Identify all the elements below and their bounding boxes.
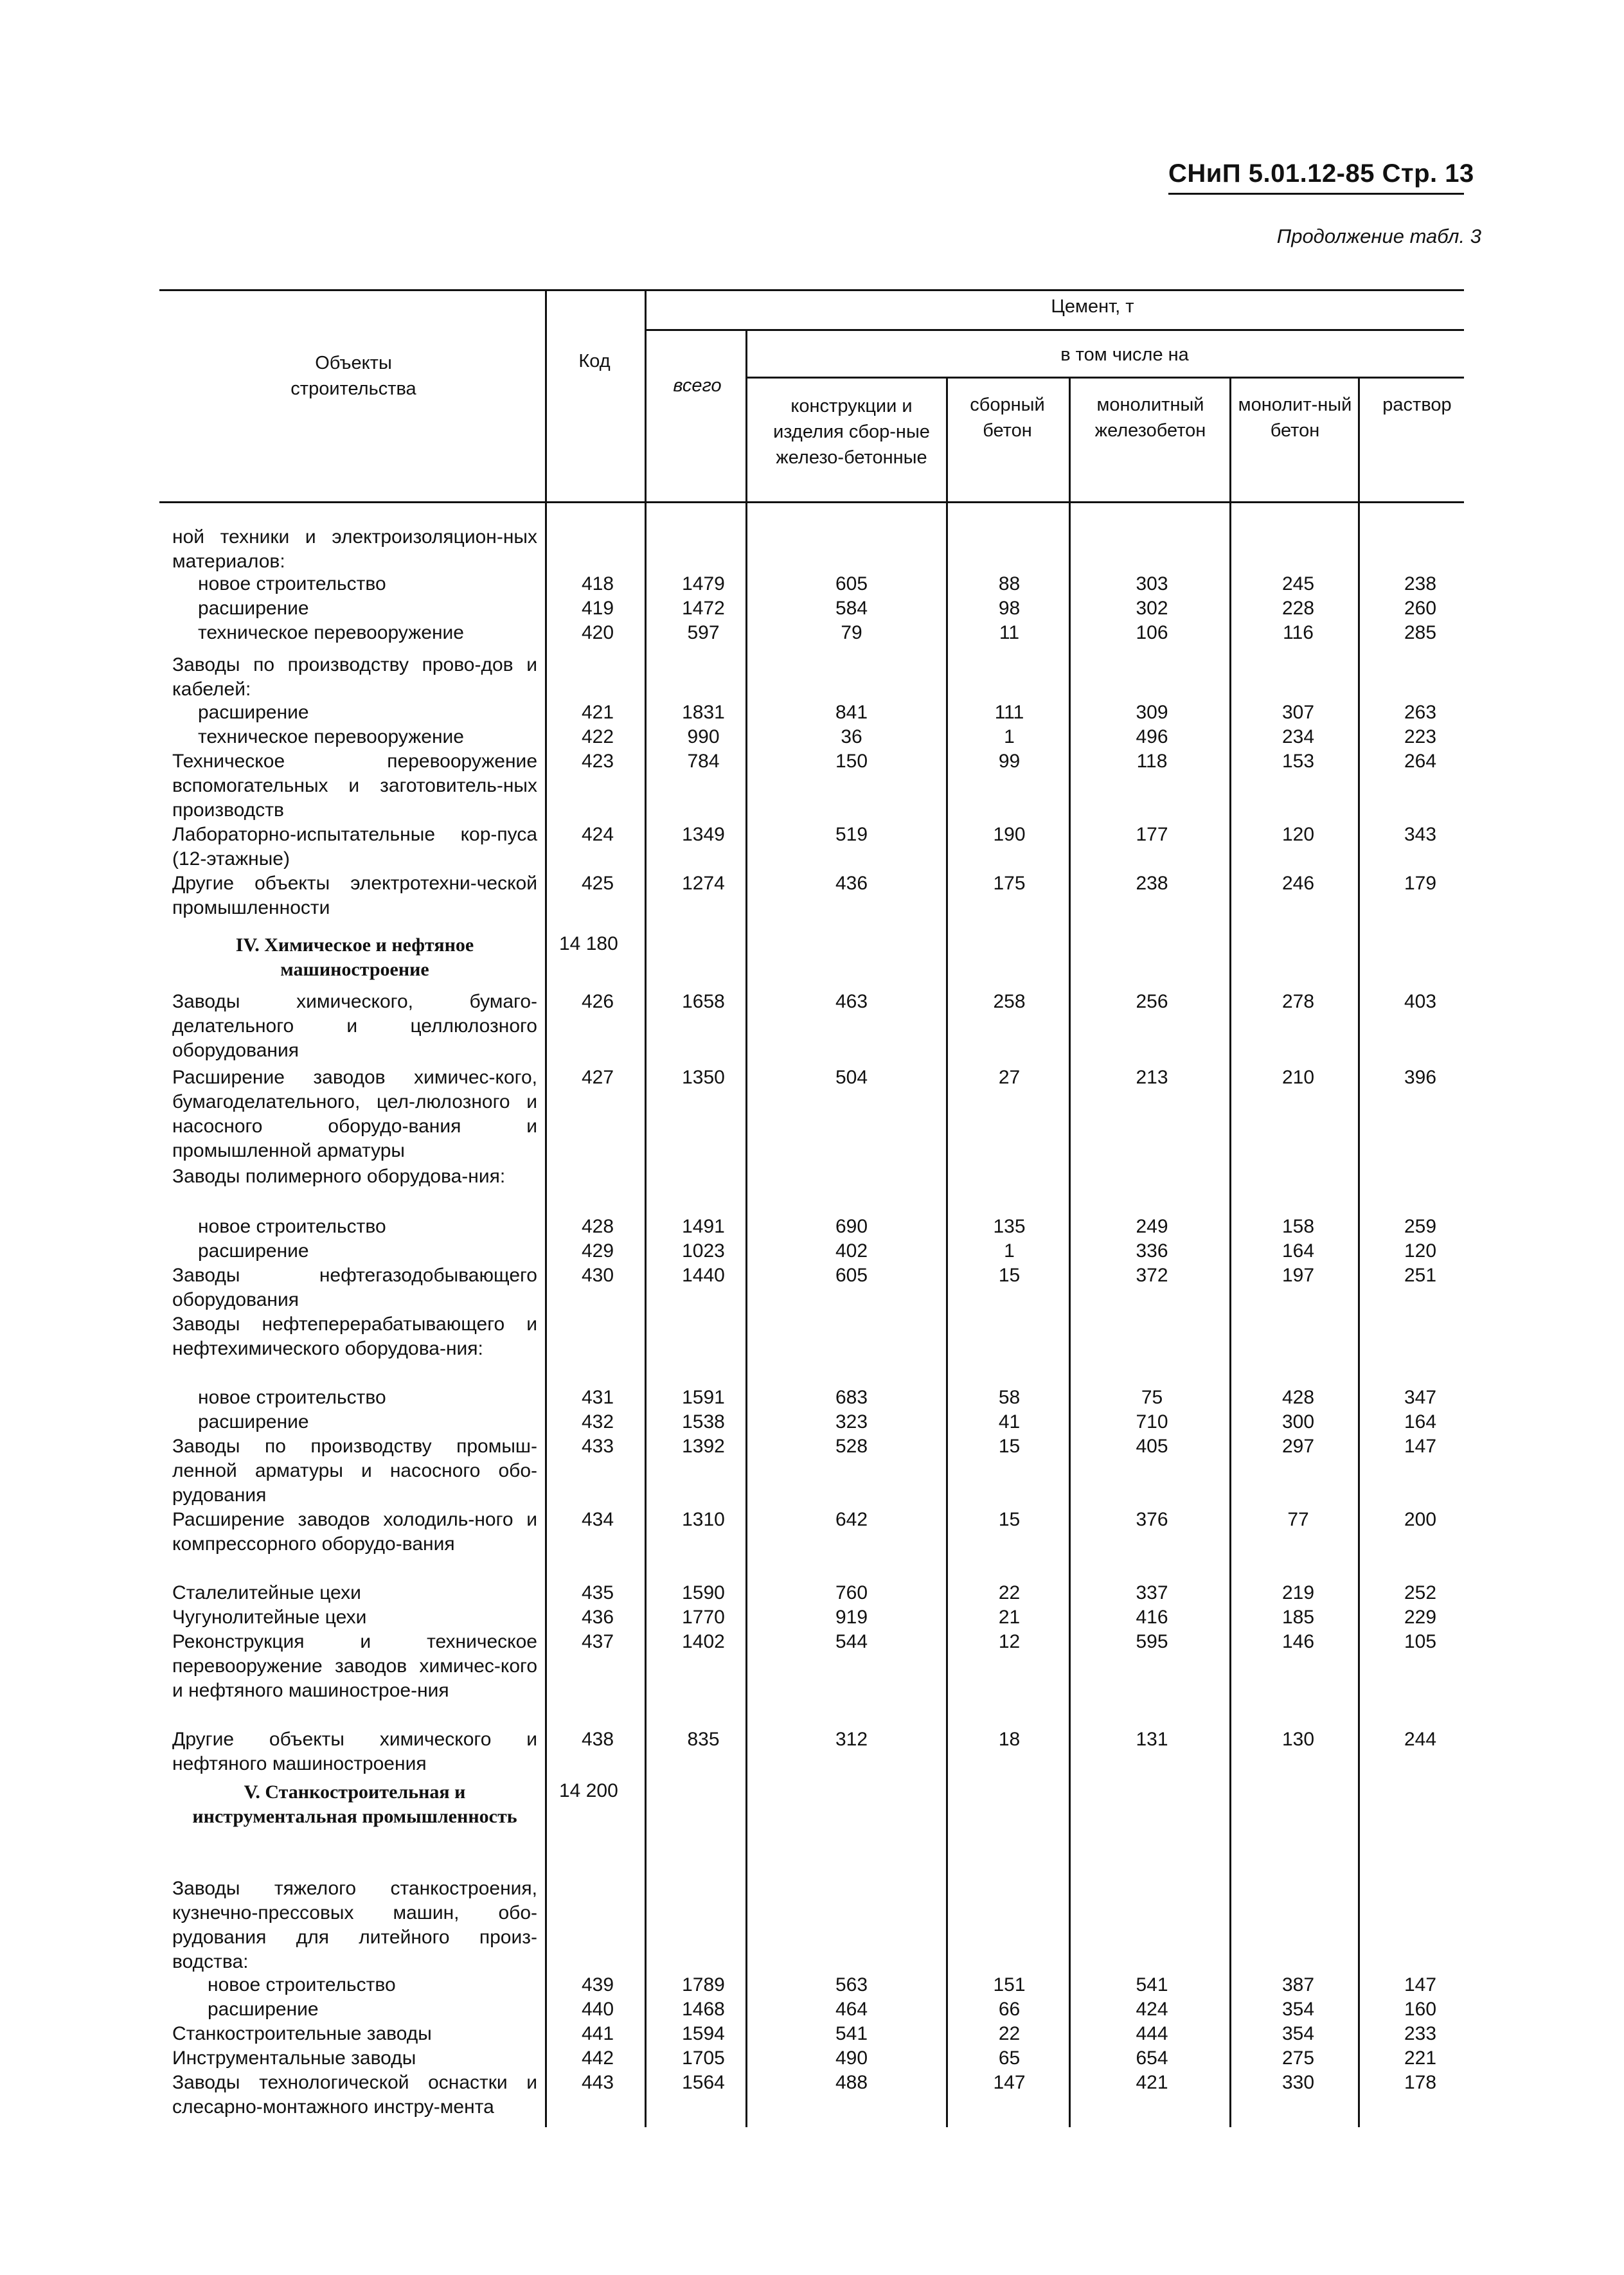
continuation-label: Продолжение табл. 3 xyxy=(1276,225,1481,247)
value-mono-b: 330 xyxy=(1281,2072,1315,2093)
including-subrule xyxy=(747,377,1464,379)
value-mono-zb: 541 xyxy=(1136,1974,1168,1995)
value-mono-zb: 496 xyxy=(1136,726,1168,747)
value-kod: 421 xyxy=(581,702,614,723)
value-rastvor: 160 xyxy=(1404,1999,1437,2020)
value-mono-b: 354 xyxy=(1281,1999,1315,2020)
value-sborn: 1 xyxy=(1004,1240,1015,1262)
value-kod: 14 200 xyxy=(559,1780,618,1801)
value-vsego: 1349 xyxy=(682,824,725,845)
value-rastvor: 252 xyxy=(1404,1582,1437,1603)
value-kod: 425 xyxy=(581,873,614,894)
value-sborn: 111 xyxy=(994,702,1024,723)
value-vsego: 1789 xyxy=(682,1974,725,1995)
value-sborn: 99 xyxy=(998,751,1021,772)
object-name: Чугунолитейные цехи xyxy=(172,1607,367,1628)
value-rastvor: 105 xyxy=(1404,1631,1437,1652)
value-vsego: 1479 xyxy=(682,573,725,594)
col-rule-sborn-right xyxy=(1069,377,1071,2127)
object-name: Расширение заводов химичес-кого, бумагоделательного, цел-люлозного и насосного оборудо-вания и промышленной арматуры xyxy=(172,1067,537,1161)
value-mono-zb: 249 xyxy=(1136,1216,1168,1237)
value-rastvor: 233 xyxy=(1404,2023,1437,2044)
value-rastvor: 147 xyxy=(1404,1436,1437,1457)
value-mono-zb: 238 xyxy=(1136,873,1168,894)
header-bottom-rule xyxy=(159,501,1464,503)
value-mono-b: 297 xyxy=(1281,1436,1315,1457)
value-kod: 418 xyxy=(581,573,614,594)
value-kod: 438 xyxy=(581,1729,614,1750)
header-rastvor: раствор xyxy=(1382,395,1452,415)
value-vsego: 1538 xyxy=(682,1411,725,1432)
value-vsego: 1402 xyxy=(682,1631,725,1652)
value-mono-b: 307 xyxy=(1281,702,1315,723)
value-kod: 437 xyxy=(581,1631,614,1652)
value-rastvor: 264 xyxy=(1404,751,1437,772)
value-mono-zb: 444 xyxy=(1136,2023,1168,2044)
value-mono-b: 275 xyxy=(1281,2048,1315,2069)
value-mono-zb: 131 xyxy=(1136,1729,1168,1750)
value-mono-zb: 424 xyxy=(1136,1999,1168,2020)
header-sborn: сборный бетон xyxy=(970,395,1045,441)
value-konstr: 464 xyxy=(835,1999,868,2020)
page-header: СНиП 5.01.12-85 Стр. 13 xyxy=(1168,159,1474,188)
value-rastvor: 396 xyxy=(1404,1067,1437,1088)
object-name: новое строительство xyxy=(198,1387,386,1408)
value-mono-zb: 106 xyxy=(1136,622,1168,643)
object-name: техническое перевооружение xyxy=(198,726,464,747)
object-name: Техническое перевооружение вспомогательных и заготовитель-ных производств xyxy=(172,751,537,821)
object-name: техническое перевооружение xyxy=(198,622,464,643)
object-name: расширение xyxy=(198,598,309,619)
col-rule-kod-left xyxy=(545,289,547,2127)
value-vsego: 1590 xyxy=(682,1582,725,1603)
value-mono-b: 245 xyxy=(1281,573,1315,594)
cement-subrule xyxy=(646,329,1464,331)
value-vsego: 1392 xyxy=(682,1436,725,1457)
value-vsego: 1658 xyxy=(682,991,725,1012)
value-konstr: 683 xyxy=(835,1387,868,1408)
value-kod: 420 xyxy=(581,622,614,643)
value-kod: 424 xyxy=(581,824,614,845)
value-konstr: 919 xyxy=(835,1607,868,1628)
object-name: Реконструкция и техническое перевооружение заводов химичес-кого и нефтяного машинострое-ния xyxy=(172,1631,537,1701)
value-mono-zb: 177 xyxy=(1136,824,1168,845)
value-kod: 434 xyxy=(581,1509,614,1530)
value-vsego: 835 xyxy=(687,1729,720,1750)
value-mono-zb: 75 xyxy=(1141,1387,1163,1408)
value-mono-b: 158 xyxy=(1281,1216,1315,1237)
value-mono-b: 153 xyxy=(1281,751,1315,772)
value-mono-b: 210 xyxy=(1281,1067,1315,1088)
value-vsego: 1564 xyxy=(682,2072,725,2093)
value-rastvor: 223 xyxy=(1404,726,1437,747)
value-sborn: 135 xyxy=(993,1216,1026,1237)
value-mono-zb: 376 xyxy=(1136,1509,1168,1530)
value-mono-b: 130 xyxy=(1281,1729,1315,1750)
object-name: Заводы полимерного оборудова-ния: xyxy=(172,1166,506,1187)
value-kod: 442 xyxy=(581,2048,614,2069)
value-vsego: 784 xyxy=(687,751,720,772)
value-sborn: 65 xyxy=(998,2048,1021,2069)
value-kod: 429 xyxy=(581,1240,614,1262)
value-kod: 439 xyxy=(581,1974,614,1995)
value-rastvor: 263 xyxy=(1404,702,1437,723)
value-kod: 443 xyxy=(581,2072,614,2093)
value-vsego: 597 xyxy=(687,622,720,643)
header-vsego: всего xyxy=(673,375,722,396)
value-mono-b: 77 xyxy=(1287,1509,1309,1530)
value-konstr: 605 xyxy=(835,573,868,594)
page-header-rule xyxy=(1168,193,1464,195)
object-name: Заводы нефтегазодобывающего оборудования xyxy=(172,1265,537,1310)
value-sborn: 11 xyxy=(999,622,1020,643)
object-name: Сталелитейные цехи xyxy=(172,1582,361,1603)
value-rastvor: 200 xyxy=(1404,1509,1437,1530)
object-name: Другие объекты электротехни-ческой промышленности xyxy=(172,873,537,918)
header-objects: Объекты строительства xyxy=(290,353,416,399)
value-rastvor: 251 xyxy=(1404,1265,1437,1286)
value-kod: 427 xyxy=(581,1067,614,1088)
value-vsego: 1591 xyxy=(682,1387,725,1408)
object-name: новое строительство xyxy=(198,1216,386,1237)
value-rastvor: 347 xyxy=(1404,1387,1437,1408)
value-rastvor: 147 xyxy=(1404,1974,1437,1995)
value-vsego: 1705 xyxy=(682,2048,725,2069)
value-mono-zb: 309 xyxy=(1136,702,1168,723)
value-rastvor: 260 xyxy=(1404,598,1437,619)
value-mono-zb: 213 xyxy=(1136,1067,1168,1088)
value-sborn: 41 xyxy=(998,1411,1021,1432)
section-title: IV. Химическое и нефтяное машиностроение xyxy=(235,934,474,980)
value-mono-b: 116 xyxy=(1283,622,1314,643)
value-vsego: 1274 xyxy=(682,873,725,894)
value-sborn: 66 xyxy=(998,1999,1021,2020)
value-mono-zb: 336 xyxy=(1136,1240,1168,1262)
value-konstr: 841 xyxy=(835,702,868,723)
value-konstr: 312 xyxy=(835,1729,868,1750)
object-name: новое строительство xyxy=(198,573,386,594)
object-name: расширение xyxy=(198,1411,309,1432)
value-vsego: 1831 xyxy=(682,702,725,723)
value-mono-zb: 654 xyxy=(1136,2048,1168,2069)
col-rule-konstr-right xyxy=(946,377,948,2127)
value-vsego: 1023 xyxy=(682,1240,725,1262)
value-kod: 435 xyxy=(581,1582,614,1603)
header-mono-zb: монолитный железобетон xyxy=(1094,395,1206,441)
value-kod: 440 xyxy=(581,1999,614,2020)
object-name: Заводы химического, бумаго-делательного и целлюлозного оборудования xyxy=(172,991,537,1061)
value-konstr: 490 xyxy=(835,2048,868,2069)
value-mono-b: 428 xyxy=(1281,1387,1315,1408)
value-sborn: 15 xyxy=(998,1509,1021,1530)
object-name: Заводы по производству промыш-ленной арматуры и насосного обо-рудования xyxy=(172,1436,537,1506)
object-name: расширение xyxy=(208,1999,319,2020)
value-mono-zb: 303 xyxy=(1136,573,1168,594)
value-sborn: 147 xyxy=(993,2072,1026,2093)
value-sborn: 21 xyxy=(998,1607,1021,1628)
value-sborn: 98 xyxy=(998,598,1021,619)
value-mono-b: 197 xyxy=(1281,1265,1315,1286)
value-konstr: 504 xyxy=(835,1067,868,1088)
value-kod: 14 180 xyxy=(559,933,618,954)
value-rastvor: 221 xyxy=(1404,2048,1437,2069)
value-mono-zb: 118 xyxy=(1136,751,1168,772)
value-sborn: 15 xyxy=(998,1265,1021,1286)
value-mono-b: 228 xyxy=(1281,598,1315,619)
value-konstr: 488 xyxy=(835,2072,868,2093)
object-name: расширение xyxy=(198,702,309,723)
header-kod: Код xyxy=(578,351,611,371)
value-konstr: 463 xyxy=(835,991,868,1012)
value-rastvor: 164 xyxy=(1404,1411,1437,1432)
value-konstr: 584 xyxy=(835,598,868,619)
col-rule-kod-right xyxy=(645,289,647,2127)
value-konstr: 150 xyxy=(835,751,868,772)
object-name: расширение xyxy=(198,1240,309,1262)
value-kod: 428 xyxy=(581,1216,614,1237)
value-vsego: 990 xyxy=(687,726,720,747)
value-konstr: 519 xyxy=(835,824,868,845)
value-sborn: 175 xyxy=(993,873,1026,894)
value-rastvor: 403 xyxy=(1404,991,1437,1012)
value-sborn: 18 xyxy=(998,1729,1021,1750)
value-rastvor: 120 xyxy=(1404,1240,1437,1262)
object-name: Заводы нефтеперерабатывающего и нефтехимического оборудова-ния: xyxy=(172,1314,537,1359)
value-kod: 422 xyxy=(581,726,614,747)
value-mono-zb: 405 xyxy=(1136,1436,1168,1457)
value-mono-b: 387 xyxy=(1281,1974,1315,1995)
value-rastvor: 285 xyxy=(1404,622,1437,643)
value-mono-b: 300 xyxy=(1281,1411,1315,1432)
object-name: Заводы технологической оснастки и слесарно-монтажного инстру-мента xyxy=(172,2072,537,2118)
value-vsego: 1350 xyxy=(682,1067,725,1088)
section-title: V. Станкостроительная и инструментальная промышленность xyxy=(192,1781,517,1827)
value-mono-b: 164 xyxy=(1281,1240,1315,1262)
object-name: новое строительство xyxy=(208,1974,396,1995)
value-rastvor: 178 xyxy=(1404,2072,1437,2093)
value-sborn: 1 xyxy=(1004,726,1015,747)
value-mono-b: 185 xyxy=(1281,1607,1315,1628)
value-kod: 430 xyxy=(581,1265,614,1286)
header-including: в том числе на xyxy=(1060,344,1189,365)
object-name: Расширение заводов холодиль-ного и компрессорного оборудо-вания xyxy=(172,1509,537,1555)
value-rastvor: 229 xyxy=(1404,1607,1437,1628)
value-sborn: 15 xyxy=(998,1436,1021,1457)
value-konstr: 436 xyxy=(835,873,868,894)
value-konstr: 541 xyxy=(835,2023,868,2044)
value-kod: 426 xyxy=(581,991,614,1012)
value-konstr: 760 xyxy=(835,1582,868,1603)
value-sborn: 88 xyxy=(998,573,1021,594)
value-mono-b: 219 xyxy=(1281,1582,1315,1603)
value-vsego: 1491 xyxy=(682,1216,725,1237)
object-name: Лабораторно-испытательные кор-пуса (12-этажные) xyxy=(172,824,537,870)
value-sborn: 258 xyxy=(993,991,1026,1012)
value-vsego: 1770 xyxy=(682,1607,725,1628)
object-name: Станкостроительные заводы xyxy=(172,2023,432,2044)
value-rastvor: 238 xyxy=(1404,573,1437,594)
table-top-rule xyxy=(159,289,1464,291)
value-konstr: 79 xyxy=(841,622,862,643)
value-mono-b: 120 xyxy=(1281,824,1315,845)
value-vsego: 1440 xyxy=(682,1265,725,1286)
value-mono-b: 278 xyxy=(1281,991,1315,1012)
value-rastvor: 259 xyxy=(1404,1216,1437,1237)
object-name: Заводы по производству прово-дов и кабелей: xyxy=(172,654,537,700)
value-mono-zb: 256 xyxy=(1136,991,1168,1012)
value-konstr: 690 xyxy=(835,1216,868,1237)
value-vsego: 1594 xyxy=(682,2023,725,2044)
value-konstr: 528 xyxy=(835,1436,868,1457)
value-mono-b: 354 xyxy=(1281,2023,1315,2044)
value-kod: 423 xyxy=(581,751,614,772)
value-rastvor: 343 xyxy=(1404,824,1437,845)
value-mono-zb: 337 xyxy=(1136,1582,1168,1603)
value-kod: 431 xyxy=(581,1387,614,1408)
header-konstr: конструкции и изделия сбор-ные железо-бетонные xyxy=(773,396,930,468)
value-konstr: 544 xyxy=(835,1631,868,1652)
value-kod: 433 xyxy=(581,1436,614,1457)
value-konstr: 642 xyxy=(835,1509,868,1530)
object-name: Заводы тяжелого станкостроения, кузнечно-прессовых машин, обо-рудования для литейного произ-водства: xyxy=(172,1878,537,1972)
object-name: Другие объекты химического и нефтяного машиностроения xyxy=(172,1729,537,1774)
value-konstr: 563 xyxy=(835,1974,868,1995)
value-mono-zb: 372 xyxy=(1136,1265,1168,1286)
value-konstr: 36 xyxy=(841,726,862,747)
header-mono-b: монолит-ный бетон xyxy=(1238,395,1352,441)
value-mono-zb: 416 xyxy=(1136,1607,1168,1628)
value-mono-b: 234 xyxy=(1281,726,1315,747)
value-sborn: 12 xyxy=(998,1631,1021,1652)
value-vsego: 1472 xyxy=(682,598,725,619)
value-sborn: 58 xyxy=(998,1387,1021,1408)
object-name: ной техники и электроизоляцион-ных материалов: xyxy=(172,526,537,572)
value-vsego: 1468 xyxy=(682,1999,725,2020)
value-mono-zb: 710 xyxy=(1136,1411,1168,1432)
header-cement: Цемент, т xyxy=(1051,296,1134,317)
value-kod: 419 xyxy=(581,598,614,619)
value-rastvor: 179 xyxy=(1404,873,1437,894)
value-sborn: 22 xyxy=(998,2023,1021,2044)
value-sborn: 151 xyxy=(993,1974,1026,1995)
value-kod: 441 xyxy=(581,2023,614,2044)
value-sborn: 27 xyxy=(998,1067,1021,1088)
value-mono-zb: 595 xyxy=(1136,1631,1168,1652)
value-mono-b: 146 xyxy=(1281,1631,1315,1652)
value-konstr: 323 xyxy=(835,1411,868,1432)
value-mono-b: 246 xyxy=(1281,873,1315,894)
object-name: Инструментальные заводы xyxy=(172,2048,416,2069)
value-mono-zb: 302 xyxy=(1136,598,1168,619)
value-sborn: 22 xyxy=(998,1582,1021,1603)
value-sborn: 190 xyxy=(993,824,1026,845)
value-konstr: 605 xyxy=(835,1265,868,1286)
value-kod: 432 xyxy=(581,1411,614,1432)
value-rastvor: 244 xyxy=(1404,1729,1437,1750)
value-kod: 436 xyxy=(581,1607,614,1628)
value-konstr: 402 xyxy=(835,1240,868,1262)
value-mono-zb: 421 xyxy=(1136,2072,1168,2093)
value-vsego: 1310 xyxy=(682,1509,725,1530)
